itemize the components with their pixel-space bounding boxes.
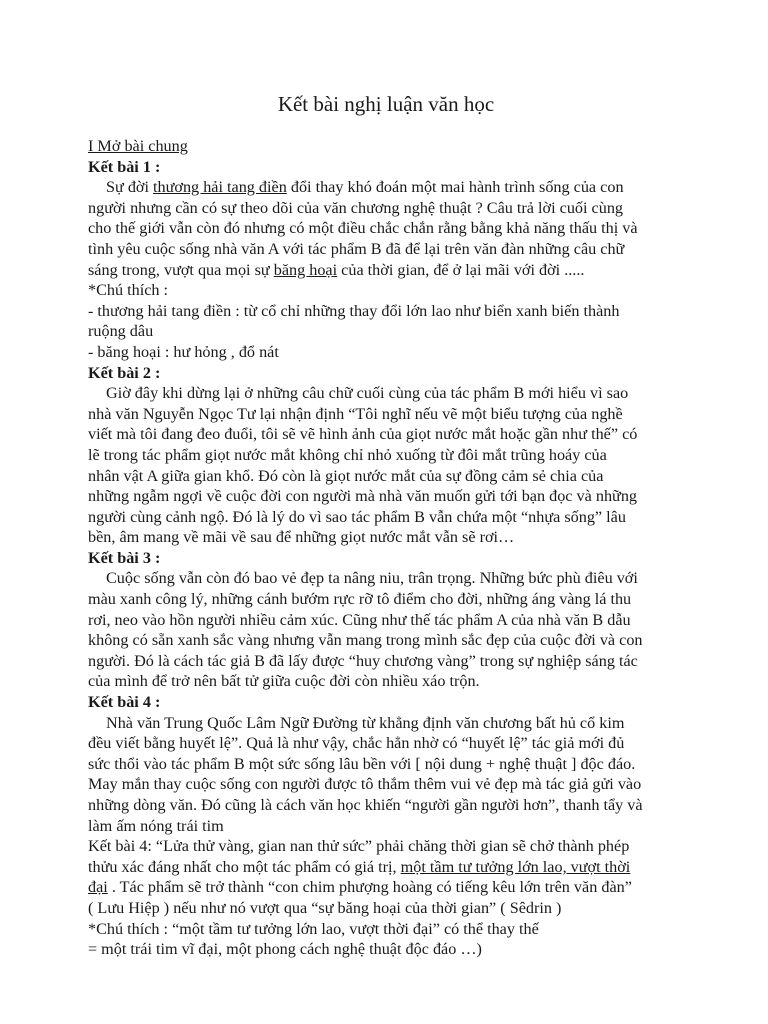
paragraph-line: màu xanh công lý, những cánh bướm rực rỡ tô điểm cho đời, những áng vàng lá thu	[88, 590, 632, 609]
paragraph-line: Giờ đây khi dừng lại ở những câu chữ cuối cùng của tác phẩm B mới hiểu vì sao	[106, 384, 629, 403]
paragraph-line: tình yêu cuộc sống nhà văn A với tác phẩm B đã để lại trên văn đàn những câu chữ	[88, 239, 625, 258]
ket-bai-3-heading: Kết bài 3 :	[88, 548, 161, 567]
paragraph-line: viết mà tôi đang đeo đuổi, tôi sẽ vẽ hình ảnh của giọt nước mắt hoặc gần như thế” có	[88, 425, 638, 444]
paragraph-line: sáng trong, vượt qua mọi sự băng hoại của thời gian, để ở lại mãi với đời .....	[88, 260, 585, 279]
paragraph-line: Sự đời thương hải tang điền đổi thay khó đoán một mai hành trình sống của con	[106, 178, 624, 197]
paragraph-line: cho thế giới vẫn còn đó nhưng có một điều chắc chắn rằng bằng khả năng thấu thị và	[88, 219, 638, 238]
paragraph-line: Kết bài 4: “Lửa thử vàng, gian nan thử sức” phải chăng thời gian sẽ chở thành phép	[88, 837, 630, 856]
underlined-term: băng hoại	[273, 260, 338, 279]
paragraph-line: ( Lưu Hiệp ) nếu như nó vượt qua “sự băng hoại của thời gian” ( Sêdrin )	[88, 898, 562, 917]
paragraph-line: nhân vật A giữa gian khổ. Đó còn là giọt nước mắt của sự đồng cảm sẻ chia của	[88, 466, 604, 485]
paragraph-line: người nhưng cần có sự theo dõi của văn chương nghệ thuật ? Câu trả lời cuối cùng	[88, 198, 624, 217]
paragraph-line: người cùng cảnh ngộ. Đó là lý do vì sao tác phẩm B vẫn chứa một “nhựa sống” lâu	[88, 507, 626, 526]
underlined-term: một tầm tư tưởng lớn lao, vượt thời	[400, 857, 631, 876]
underlined-term: đại	[88, 878, 108, 897]
paragraph-line: đều viết bằng huyết lệ”. Quả là như vậy, chắc hẳn nhờ có “huyết lệ” tác giả mới đủ	[88, 734, 625, 753]
paragraph-line: người. Đó là cách tác giả B đã lấy được “huy chương vàng” trong sự nghiệp sáng tác	[88, 651, 638, 670]
paragraph-line: những ngẫm ngợi về cuộc đời con người mà nhà văn muốn gửi tới bạn đọc và những	[88, 487, 638, 506]
ket-bai-4-heading: Kết bài 4 :	[88, 693, 161, 712]
note-line: - thương hải tang điền : từ cổ chỉ những thay đổi lớn lao như biển xanh biến thành	[88, 301, 620, 320]
paragraph-line: thửu xác đáng nhất cho một tác phẩm có giá trị, một tầm tư tưởng lớn lao, vượt thời	[88, 857, 631, 876]
underlined-term: thương hải tang điền	[153, 178, 287, 197]
paragraph-line: không có sẵn xanh sắc vàng nhưng vẫn mang trong mình sắc đẹp của cuộc đời và con	[88, 631, 643, 650]
paragraph-line: những dòng văn. Đó cũng là cách văn học khiến “người gần người hơn”, thanh tẩy và	[88, 796, 643, 814]
ket-bai-1-heading: Kết bài 1 :	[88, 157, 161, 176]
document-title: Kết bài nghị luận văn học	[277, 92, 495, 116]
paragraph-line: Cuộc sống vẫn còn đó bao vẻ đẹp ta nâng niu, trân trọng. Những bức phù điêu với	[106, 569, 638, 588]
note-line: ruộng dâu	[88, 322, 154, 341]
paragraph-line: lẽ trong tác phẩm giọt nước mắt không chỉ nhỏ xuống từ đôi mắt trũng hoáy của	[88, 445, 607, 464]
paragraph-line: của mình để trở nên bất tử giữa cuộc đời còn nhiều xáo trộn.	[88, 672, 480, 691]
paragraph-line: làm ấm nóng trái tim	[88, 816, 224, 835]
note-line: = một trái tim vĩ đại, một phong cách nghệ thuật độc đáo …)	[88, 940, 482, 959]
ket-bai-2-heading: Kết bài 2 :	[88, 363, 161, 382]
note-line: *Chú thích : “một tầm tư tưởng lớn lao, vượt thời đại” có thể thay thế	[88, 919, 539, 938]
paragraph-line: bền, âm mang về mãi về sau để những giọt nước mắt vẫn sẽ rơi…	[88, 528, 515, 547]
section-heading: I Mở bài chung	[88, 137, 188, 155]
paragraph-line: đại . Tác phẩm sẽ trở thành “con chim phượng hoàng có tiếng kêu lớn trên văn đàn”	[88, 878, 632, 897]
note-heading: *Chú thích :	[88, 281, 169, 300]
paragraph-line: Nhà văn Trung Quốc Lâm Ngữ Đường từ khẳng định văn chương bất hủ cổ kim	[106, 713, 625, 732]
paragraph-line: rơi, neo vào hồn người nhiều cảm xúc. Cũng như thế tác phẩm A của nhà văn B dẫu	[88, 610, 631, 629]
paragraph-line: sức thổi vào tác phẩm B một sức sống lâu bền với [ nội dung + nghệ thuật ] độc đáo.	[88, 754, 636, 773]
note-line: - băng hoại : hư hỏng , đổ nát	[88, 342, 279, 361]
paragraph-line: nhà văn Nguyễn Ngọc Tư lại nhận định “Tôi nghĩ nếu vẽ một biểu tượng của nghề	[88, 404, 623, 423]
paragraph-line: May mắn thay cuộc sống con người được tô thắm thêm vui vẻ đẹp mà tác giả gửi vào	[88, 775, 642, 794]
